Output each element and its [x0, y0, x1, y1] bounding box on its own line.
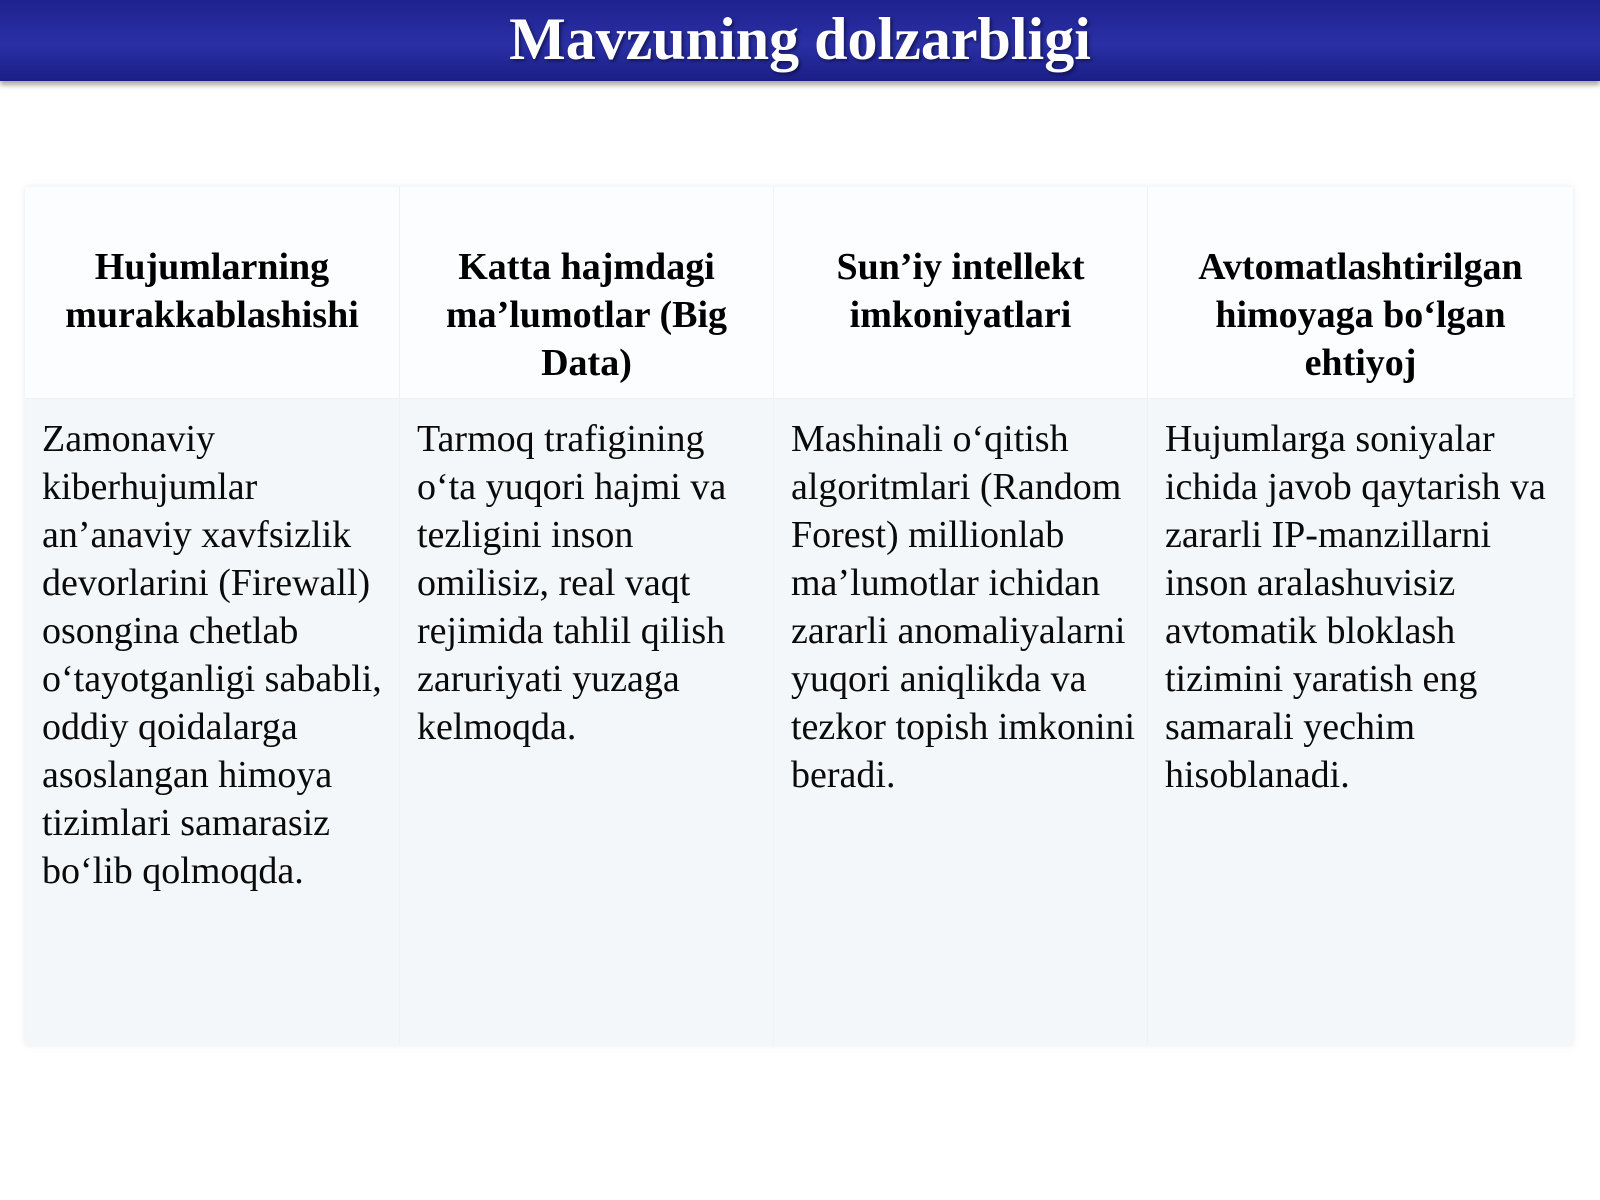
column-text: Tarmoq trafigining o‘ta yuqori hajmi va tezligini inson omilisiz, real vaqt rejimida tahlil qilish zaruriyati yuzaga kelmoqda.: [417, 418, 727, 748]
column-text: Zamonaviy kiberhujumlar an’anaviy xavfsizlik devorlarini (Firewall) osongina chetlab o‘tayotganligi sababli, oddiy qoidalarga asoslangan himoya tizimlari samarasiz bo‘lib qolmoqda.: [42, 418, 382, 892]
column-heading: Hujumlarning murakkablashishi: [25, 187, 399, 399]
column-text: Hujumlarga soniyalar ichida javob qaytarish va zararli IP-manzillarni inson aralashuvisiz avtomatik bloklash tizimini yaratish eng samarali yechim hisoblanadi.: [1165, 418, 1546, 796]
column-heading: Avtomatlashtirilgan himoyaga bo‘lgan ehtiyoj: [1148, 187, 1573, 399]
table-column-ai-capabilities: [773, 187, 1147, 1045]
slide-title: Mavzuning dolzarbligi: [509, 6, 1091, 72]
relevance-table: [25, 187, 1573, 1045]
column-text: Mashinali o‘qitish algoritmlari (Random Forest) millionlab ma’lumotlar ichidan zararli anomaliyalarni yuqori aniqlikda va tezkor topish imkonini beradi.: [791, 418, 1136, 796]
table-column-attack-complexity: [25, 187, 399, 1045]
table-column-big-data: [399, 187, 773, 1045]
column-heading: Katta hajmdagi ma’lumotlar (Big Data): [400, 187, 773, 399]
table-column-automated-protection: [1147, 187, 1573, 1045]
title-bar: [0, 0, 1600, 81]
column-heading: Sun’iy intellekt imkoniyatlari: [774, 187, 1147, 399]
